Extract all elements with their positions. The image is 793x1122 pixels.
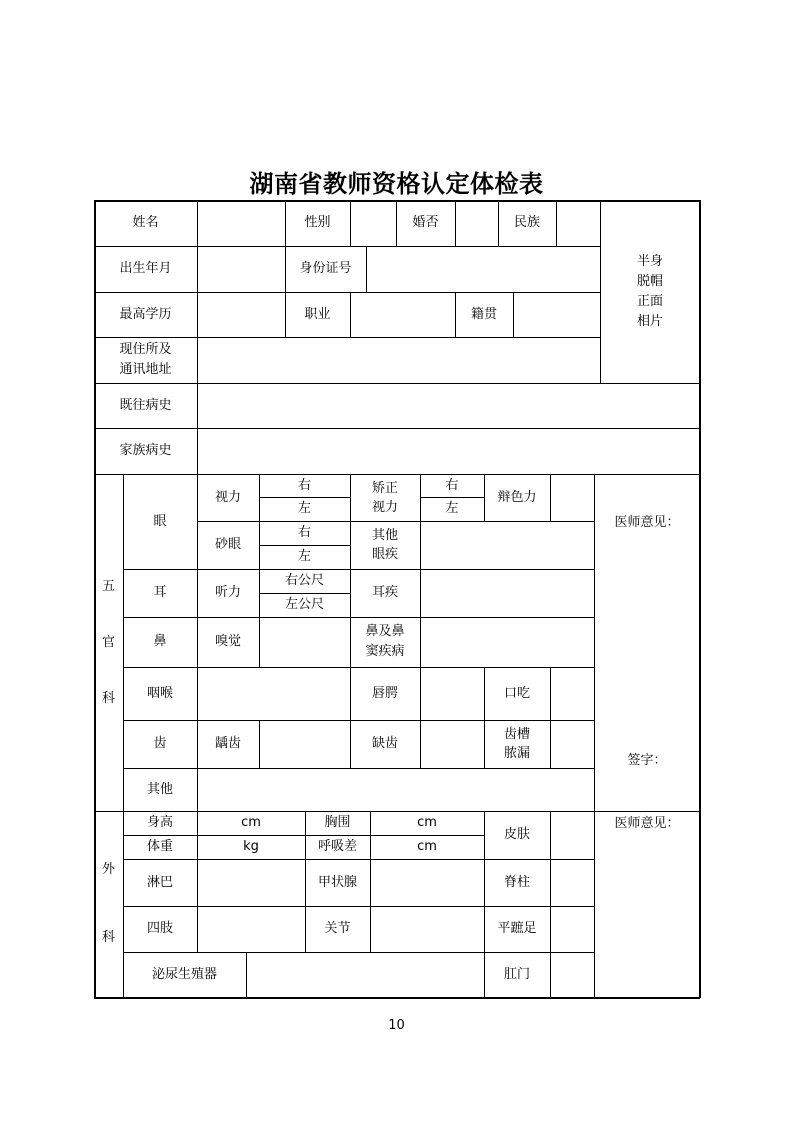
native-place-field[interactable] [513, 292, 600, 337]
label-throat: 咽喉 [146, 685, 173, 701]
height-unit: cm [241, 815, 261, 830]
label-trachoma: 砂眼 [214, 537, 241, 552]
label-joints: 关节 [324, 921, 351, 936]
education-field[interactable] [197, 292, 285, 337]
section-char: 官 [101, 634, 115, 650]
label-line: 齿槽 [503, 727, 530, 742]
address-field[interactable] [197, 337, 600, 383]
label-vision-left: 左 [297, 501, 311, 516]
label-vision-right: 右 [297, 477, 311, 493]
section-char: 五 [101, 578, 115, 594]
label-ear-disease: 耳疾 [371, 585, 398, 600]
label-line: 窦疾病 [365, 644, 405, 659]
label-corrected-left: 左 [445, 501, 459, 516]
stutter-field[interactable] [550, 667, 594, 720]
label-missing-teeth: 缺齿 [371, 736, 398, 751]
photo-text: 半身 [636, 253, 663, 269]
label-color-vision: 辩色力 [497, 489, 537, 505]
label-occupation: 职业 [304, 306, 331, 322]
label-spine: 脊柱 [503, 874, 530, 890]
occupation-field[interactable] [350, 292, 455, 337]
label-skin: 皮肤 [503, 827, 530, 842]
breath-diff-unit: cm [417, 839, 437, 854]
section-char: 科 [101, 930, 115, 945]
id-number-field[interactable] [366, 246, 600, 292]
label-limbs: 四肢 [146, 921, 173, 936]
address-label-line: 现住所及 [119, 342, 172, 357]
label-trachoma-left: 左 [297, 549, 311, 564]
label-anus: 肛门 [503, 966, 530, 982]
label-native-place: 籍贯 [470, 306, 497, 322]
label-address [94, 337, 197, 383]
label-cleft: 唇腭 [371, 685, 398, 701]
family-history-field[interactable] [197, 428, 700, 474]
facial-doctor-opinion: 医师意见： [614, 515, 680, 530]
label-gender: 性别 [304, 215, 331, 230]
missing-teeth-field[interactable] [420, 720, 484, 768]
label-family-history: 家族病史 [119, 443, 172, 458]
chest-unit: cm [417, 815, 437, 830]
weight-unit: kg [243, 839, 259, 854]
label-nose: 鼻 [153, 634, 167, 649]
label-height: 身高 [146, 815, 173, 830]
label-lymph: 淋巴 [146, 874, 173, 890]
thyroid-field[interactable] [370, 859, 484, 906]
label-line: 脓漏 [503, 746, 530, 761]
label-ear: 耳 [153, 585, 167, 600]
label-hearing-right: 右公尺 [284, 573, 324, 588]
label-line: 视力 [371, 499, 398, 515]
photo-text: 相片 [636, 313, 663, 329]
section-surgery [94, 811, 123, 997]
section-char: 外 [101, 862, 115, 877]
photo-text: 正面 [636, 293, 663, 309]
label-sinus [350, 617, 420, 667]
label-line: 眼疾 [371, 547, 398, 562]
facial-signature: 签字： [627, 753, 667, 768]
photo-text: 脱帽 [636, 273, 663, 289]
flatfoot-field[interactable] [550, 906, 594, 952]
label-urogenital: 泌尿生殖器 [151, 966, 217, 982]
label-id-number: 身份证号 [299, 261, 352, 276]
label-breath-diff: 呼吸差 [317, 839, 357, 854]
spine-field[interactable] [550, 859, 594, 906]
label-marital: 婚否 [412, 215, 439, 230]
page-number: 10 [388, 1018, 405, 1033]
label-thyroid: 甲状腺 [317, 874, 357, 890]
name-field[interactable] [197, 200, 285, 246]
label-corrected-right: 右 [445, 477, 459, 493]
sinus-field[interactable] [420, 617, 594, 667]
label-line: 矫正 [371, 480, 398, 496]
vline [594, 474, 595, 997]
label-line: 鼻及鼻 [365, 624, 405, 639]
label-flatfoot: 平蹠足 [497, 921, 537, 936]
facial-other-field[interactable] [197, 768, 594, 811]
photo-box[interactable] [600, 200, 700, 383]
lymph-field[interactable] [197, 859, 305, 906]
label-history: 既往病史 [119, 397, 172, 413]
label-name: 姓名 [132, 215, 159, 230]
border-bottom [94, 997, 700, 999]
label-stutter: 口吃 [503, 685, 530, 701]
gender-field[interactable] [350, 200, 396, 246]
cleft-field[interactable] [420, 667, 484, 720]
label-line: 其他 [371, 528, 398, 543]
anus-field[interactable] [550, 952, 594, 997]
form-title: 湖南省教师资格认定体检表 [249, 170, 544, 198]
urogenital-field[interactable] [246, 952, 484, 997]
label-birth: 出生年月 [119, 261, 172, 276]
throat-field[interactable] [197, 667, 350, 720]
address-label-line: 通讯地址 [119, 362, 172, 377]
birth-field[interactable] [197, 246, 285, 292]
label-trachoma-right: 右 [297, 525, 311, 540]
label-weight: 体重 [146, 839, 173, 854]
label-corrected-vision [350, 474, 420, 521]
pyorrhea-field[interactable] [550, 720, 594, 768]
ear-disease-field[interactable] [420, 569, 594, 617]
section-facial [94, 474, 123, 811]
label-facial-other: 其他 [146, 781, 173, 797]
surgery-doctor-opinion: 医师意见： [614, 816, 680, 831]
label-hearing-left: 左公尺 [284, 597, 324, 612]
label-caries: 龋齿 [214, 736, 241, 751]
color-vision-field[interactable] [550, 474, 594, 521]
label-education: 最高学历 [119, 306, 172, 322]
other-eye-field[interactable] [420, 521, 594, 569]
label-smell: 嗅觉 [214, 634, 241, 649]
limbs-field[interactable] [197, 906, 305, 952]
history-field[interactable] [197, 383, 700, 428]
label-chest: 胸围 [324, 815, 351, 830]
smell-field[interactable] [259, 617, 350, 667]
label-hearing: 听力 [214, 585, 241, 600]
skin-field[interactable] [550, 811, 594, 859]
label-teeth: 齿 [153, 736, 167, 751]
section-char: 科 [101, 690, 115, 706]
label-vision: 视力 [214, 489, 241, 505]
joints-field[interactable] [370, 906, 484, 952]
label-other-eye [350, 521, 420, 569]
label-ethnicity: 民族 [513, 215, 540, 230]
label-eye: 眼 [153, 513, 167, 529]
marital-field[interactable] [455, 200, 498, 246]
ethnicity-field[interactable] [556, 200, 600, 246]
label-pyorrhea [484, 720, 550, 768]
caries-field[interactable] [259, 720, 350, 768]
